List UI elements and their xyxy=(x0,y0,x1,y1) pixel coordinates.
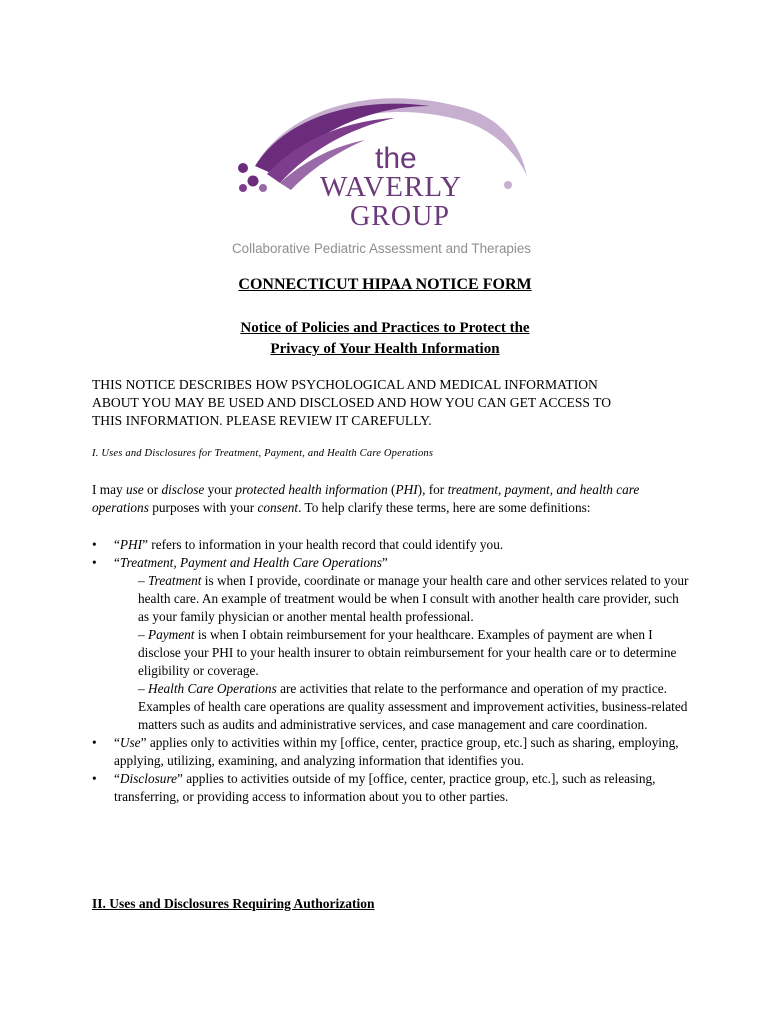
bullet-icon: • xyxy=(92,537,97,552)
notice-line-2: ABOUT YOU MAY BE USED AND DISCLOSED AND HOW YOU CAN GET ACCESS TO xyxy=(92,395,612,410)
notice-line-1: THIS NOTICE DESCRIBES HOW PSYCHOLOGICAL AND MEDICAL INFORMATION xyxy=(92,377,598,392)
list-item: • “PHI” refers to information in your health record that could identify you. xyxy=(92,537,504,552)
notice-line-3: THIS INFORMATION. PLEASE REVIEW IT CAREFULLY. xyxy=(92,413,432,428)
list-item: • “Use” applies only to activities within my [office, center, practice group, etc.] such as sharing, employing, applying, utilizing, examining, and analyzing information that identifies you. xyxy=(92,735,679,768)
section-2-heading: II. Uses and Disclosures Requiring Authorization xyxy=(92,896,375,911)
form-title: CONNECTICUT HIPAA NOTICE FORM xyxy=(238,276,532,293)
bullet-icon: • xyxy=(92,735,97,750)
definitions-list xyxy=(92,536,692,806)
logo-tagline: Collaborative Pediatric Assessment and Therapies xyxy=(232,241,531,256)
logo-graphic xyxy=(225,88,545,263)
logo-text-group: GROUP xyxy=(350,201,450,232)
list-item: • “Disclosure” applies to activities outside of my [office, center, practice group, etc.], such as releasing, transferring, or providing access to information about you to other parties. xyxy=(92,771,656,804)
logo-text-waverly: WAVERLY xyxy=(320,171,463,203)
form-subtitle-line2: Privacy of Your Health Information xyxy=(270,341,500,357)
payment-definition: – Payment is when I obtain reimbursement for your healthcare. Examples of payment are when I disclose your PHI to your health insurer to obtain reimbursement for your health care or to determine eligibility or coverage. xyxy=(138,627,677,678)
form-subtitle-line1: Notice of Policies and Practices to Protect the xyxy=(240,320,530,336)
intro-paragraph: I may use or disclose your protected health information (PHI), for treatment, payment, and health care operations purposes with your consent. To help clarify these terms, here are some definitions: xyxy=(92,482,640,515)
section-1-heading: I. Uses and Disclosures for Treatment, Payment, and Health Care Operations xyxy=(92,448,434,459)
bullet-icon: • xyxy=(92,555,97,570)
treatment-definition: – Treatment is when I provide, coordinate or manage your health care and other services related to your health care. An example of treatment would be when I consult with another health care provider, such as your family physician or another mental health professional. xyxy=(138,573,689,624)
list-item: • “Treatment, Payment and Health Care Operations” – Treatment is when I provide, coordinate or manage your health care and other services related to your health care. An example of treatment would be when I consult with another health care provider, such as your family physician or another mental health professional. – Payment is when I obtain reimbursement for your healthcare. Examples of payment are when I disclose your PHI to your health insurer to obtain reimbursement for your health care or to determine eligibility or coverage. – Health Care Operations are activities that relate to the performance and operation of my practice. Examples of health care operations are quality assessment and improvement activities, business-related matters such as audits and administrative services, and case management and care coordination. xyxy=(92,554,692,734)
logo-text-the: the xyxy=(375,142,417,175)
waverly-group-logo xyxy=(225,88,545,263)
bullet-icon: • xyxy=(92,771,97,786)
health-care-operations-definition: – Health Care Operations are activities that relate to the performance and operation of my practice. Examples of health care operations are quality assessment and improvement activities, business-related matters such as audits and administrative services, and case management and care coordination. xyxy=(138,681,688,732)
